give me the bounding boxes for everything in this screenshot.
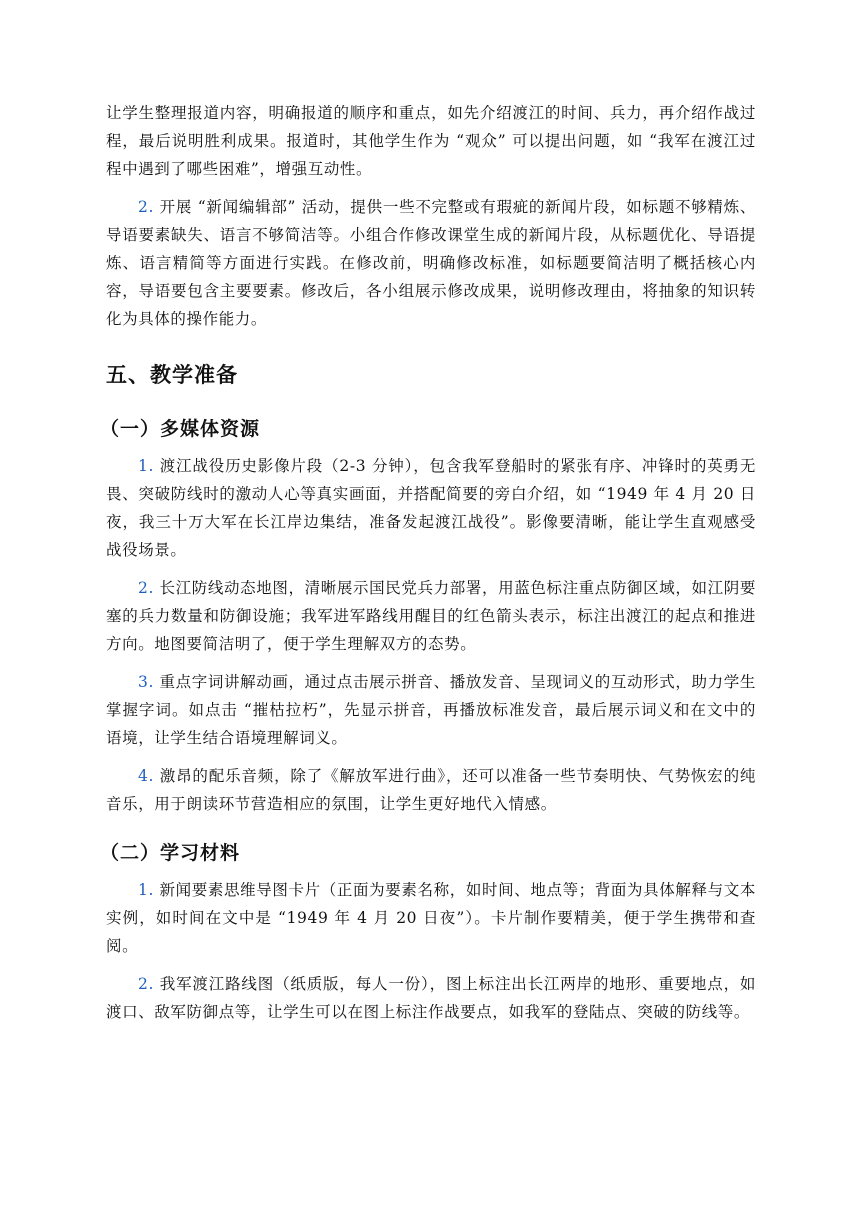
item-number: 1. [138, 457, 154, 475]
list-item [106, 193, 756, 333]
item-number: 2. [138, 975, 154, 993]
item-number: 4. [138, 767, 154, 785]
item-number: 1. [138, 881, 154, 899]
item-text: 渡江战役历史影像片段（2-3 分钟），包含我军登船时的紧张有序、冲锋时的英勇无畏、突破防线时的激动人心等真实画面，并搭配简要的旁白介绍，如 “1949 年 4 月 20 日夜，我三十万大军在长江岸边集结，准备发起渡江战役”。影像要清晰，能让学生直观感受战役场景。 [106, 457, 756, 559]
intro-paragraph: 让学生整理报道内容，明确报道的顺序和重点，如先介绍渡江的时间、兵力，再介绍作战过程，最后说明胜利成果。报道时，其他学生作为 “观众” 可以提出问题，如 “我军在渡江过程中遇到了哪些困难”，增强互动性。 [106, 104, 756, 178]
list-item [106, 452, 756, 564]
item-number: 3. [138, 673, 154, 691]
item-text: 开展 “新闻编辑部” 活动，提供一些不完整或有瑕疵的新闻片段，如标题不够精炼、导语要素缺失、语言不够简洁等。小组合作修改课堂生成的新闻片段，从标题优化、导语提炼、语言精简等方面进行实践。在修改前，明确修改标准，如标题要简洁明了概括核心内容，导语要包含主要要素。修改后，各小组展示修改成果，说明修改理由，将抽象的知识转化为具体的操作能力。 [106, 198, 756, 328]
list-item [106, 876, 756, 960]
item-number: 2. [138, 579, 154, 597]
item-text: 我军渡江路线图（纸质版，每人一份），图上标注出长江两岸的地形、重要地点，如渡口、敌军防御点等，让学生可以在图上标注作战要点，如我军的登陆点、突破的防线等。 [106, 975, 756, 1021]
subsection-heading: （二）学习材料 [100, 842, 241, 864]
item-text: 重点字词讲解动画，通过点击展示拼音、播放发音、呈现词义的互动形式，助力学生掌握字词。如点击 “摧枯拉朽”，先显示拼音，再播放标准发音，最后展示词义和在文中的语境，让学生结合语境理解词义。 [106, 673, 756, 747]
list-item [106, 574, 756, 658]
list-item [106, 668, 756, 752]
list-item [106, 970, 756, 1026]
item-text: 激昂的配乐音频，除了《解放军进行曲》，还可以准备一些节奏明快、气势恢宏的纯音乐，用于朗读环节营造相应的氛围，让学生更好地代入情感。 [106, 767, 756, 813]
section-heading: 五、教学准备 [106, 363, 238, 387]
list-item [106, 762, 756, 818]
document-page [100, 99, 756, 1036]
subsection-heading: （一）多媒体资源 [100, 418, 261, 440]
item-number: 2. [138, 198, 154, 216]
item-text: 新闻要素思维导图卡片（正面为要素名称，如时间、地点等；背面为具体解释与文本实例，如时间在文中是 “1949 年 4 月 20 日夜”）。卡片制作要精美，便于学生携带和查阅。 [106, 881, 756, 955]
item-text: 长江防线动态地图，清晰展示国民党兵力部署，用蓝色标注重点防御区域，如江阴要塞的兵力数量和防御设施；我军进军路线用醒目的红色箭头表示，标注出渡江的起点和推进方向。地图要简洁明了，便于学生理解双方的态势。 [106, 579, 756, 653]
